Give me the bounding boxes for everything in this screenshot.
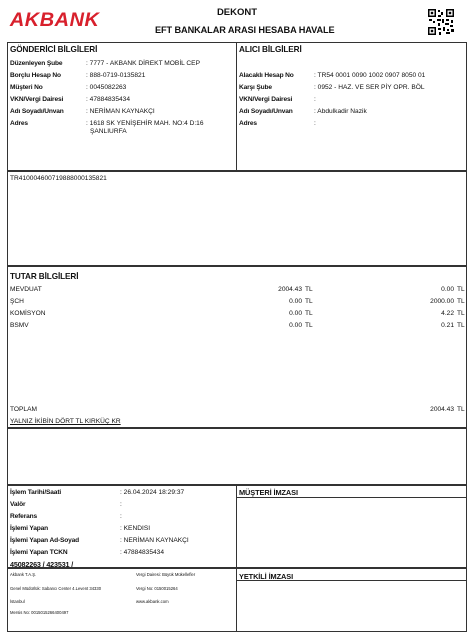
footer-website: www.akbank.com (136, 599, 169, 604)
footer-divider (236, 568, 237, 632)
transaction-value: : 47884835434 (120, 549, 165, 556)
amount-currency: TL (457, 298, 465, 305)
transaction-value: : 26.04.2024 18:29:37 (120, 489, 185, 496)
qr-code-icon (427, 8, 455, 36)
sender-label: VKN/Vergi Dairesi (10, 96, 64, 103)
amount-debit: 2004.43 (278, 286, 302, 293)
transaction-value: : (120, 501, 122, 508)
sender-label: Düzenleyen Şube (10, 60, 63, 67)
sender-label: Borçlu Hesap No (10, 72, 61, 79)
amount-currency: TL (305, 310, 313, 317)
footer-city: İstanbul (10, 599, 25, 604)
transaction-value: : NERİMAN KAYNAKÇI (120, 537, 189, 544)
transaction-value: : (120, 513, 122, 520)
sender-address-line1: : 1618 SK YENİŞEHİR MAH. NO:4 D:16 (86, 120, 204, 127)
footer-tax-number: Vergi No: 0150015264 (136, 586, 178, 591)
receiver-section-title: ALICI BİLGİLERİ (239, 45, 302, 54)
amount-currency: TL (457, 310, 465, 317)
transaction-label: İşlem Tarihi/Saati (10, 489, 62, 496)
amount-currency: TL (305, 298, 313, 305)
receiver-label: Alacaklı Hesap No (239, 72, 294, 79)
receiver-label: Karşı Şube (239, 84, 272, 91)
document-title: DEKONT (216, 7, 258, 18)
amount-row-name: ŞCH (10, 298, 24, 305)
amount-currency: TL (305, 322, 313, 329)
amount-currency: TL (457, 286, 465, 293)
sender-value: : 47884835434 (86, 96, 131, 103)
footer-tax-office: Vergi Dairesi: Büyük Mükellefler (136, 572, 196, 577)
description-box (7, 171, 467, 266)
document-subtitle: EFT BANKALAR ARASI HESABA HAVALE (155, 25, 335, 35)
amount-debit: 0.00 (289, 298, 302, 305)
sender-label: Adres (10, 120, 28, 127)
iban-line: TR410004600719888000135821 (10, 175, 107, 182)
footer-box (7, 568, 467, 632)
amount-row-name: BSMV (10, 322, 29, 329)
transaction-label: Referans (10, 513, 38, 520)
amount-debit: 0.00 (289, 310, 302, 317)
amount-section-title: TUTAR BİLGİLERİ (10, 272, 79, 281)
receiver-label: VKN/Vergi Dairesi (239, 96, 293, 103)
transaction-value: : KENDISI (120, 525, 151, 532)
sender-value: : 7777 - AKBANK DİREKT MOBİL CEP (86, 60, 200, 67)
amount-currency: TL (457, 322, 465, 329)
party-divider (236, 42, 237, 171)
total-value: 2004.43 (430, 406, 454, 413)
sender-label: Adı Soyadı/Unvan (10, 108, 64, 115)
signature-rule (236, 497, 467, 498)
amount-credit: 0.00 (441, 286, 454, 293)
transaction-label: Valör (10, 501, 26, 508)
sender-label: Müşteri No (10, 84, 43, 91)
reference-code: 45082263 / 423531 / (10, 560, 74, 569)
sender-address-line2: ŞANLIURFA (90, 128, 127, 135)
party-info-box (7, 42, 467, 171)
authorized-signature-title: YETKİLİ İMZASI (239, 572, 294, 581)
amount-credit: 4.22 (441, 310, 454, 317)
footer-address: Genel Müdürlük: Sabancı Center 4.Levent 34330 (10, 586, 102, 591)
sender-section-title: GÖNDERİCİ BİLGİLERİ (10, 45, 98, 54)
transaction-label: İşlemi Yapan TCKN (10, 549, 68, 556)
akbank-logo: AKBANK (9, 10, 100, 31)
receiver-value: : TR54 0001 0090 1002 0907 8050 01 (314, 72, 426, 79)
receiver-value: : (314, 96, 316, 103)
total-label: TOPLAM (10, 406, 37, 413)
footer-mersis: Mersis No: 0015015266400497 (10, 610, 69, 615)
amount-currency: TL (305, 286, 313, 293)
sender-value: : 0045082263 (86, 84, 127, 91)
receiver-label: Adres (239, 120, 257, 127)
customer-signature-title: MÜŞTERİ İMZASI (239, 488, 298, 497)
spacer-box (7, 428, 467, 485)
receiver-label: Adı Soyadı/Unvan (239, 108, 293, 115)
sender-value: : NERİMAN KAYNAKÇI (86, 108, 155, 115)
amount-in-words: YALNIZ İKİBİN DÖRT TL KIRKÜÇ KR (10, 418, 121, 425)
receiver-value: : 0952 - HAZ. VE SER PİY OPR. BÖL (314, 84, 425, 91)
amount-row-name: MEVDUAT (10, 286, 42, 293)
footer-company: Akbank T.A.Ş. (10, 572, 37, 577)
total-currency: TL (457, 406, 465, 413)
transaction-label: İşlemi Yapan Ad-Soyad (10, 537, 80, 544)
amount-credit: 2000.00 (430, 298, 454, 305)
receiver-value: : Abdulkadir Nazik (314, 108, 367, 115)
sender-value: : 888-0719-0135821 (86, 72, 146, 79)
amount-credit: 0.21 (441, 322, 454, 329)
amount-row-name: KOMİSYON (10, 310, 46, 317)
amount-debit: 0.00 (289, 322, 302, 329)
transaction-label: İşlemi Yapan (10, 525, 49, 532)
receiver-value: : (314, 120, 316, 127)
